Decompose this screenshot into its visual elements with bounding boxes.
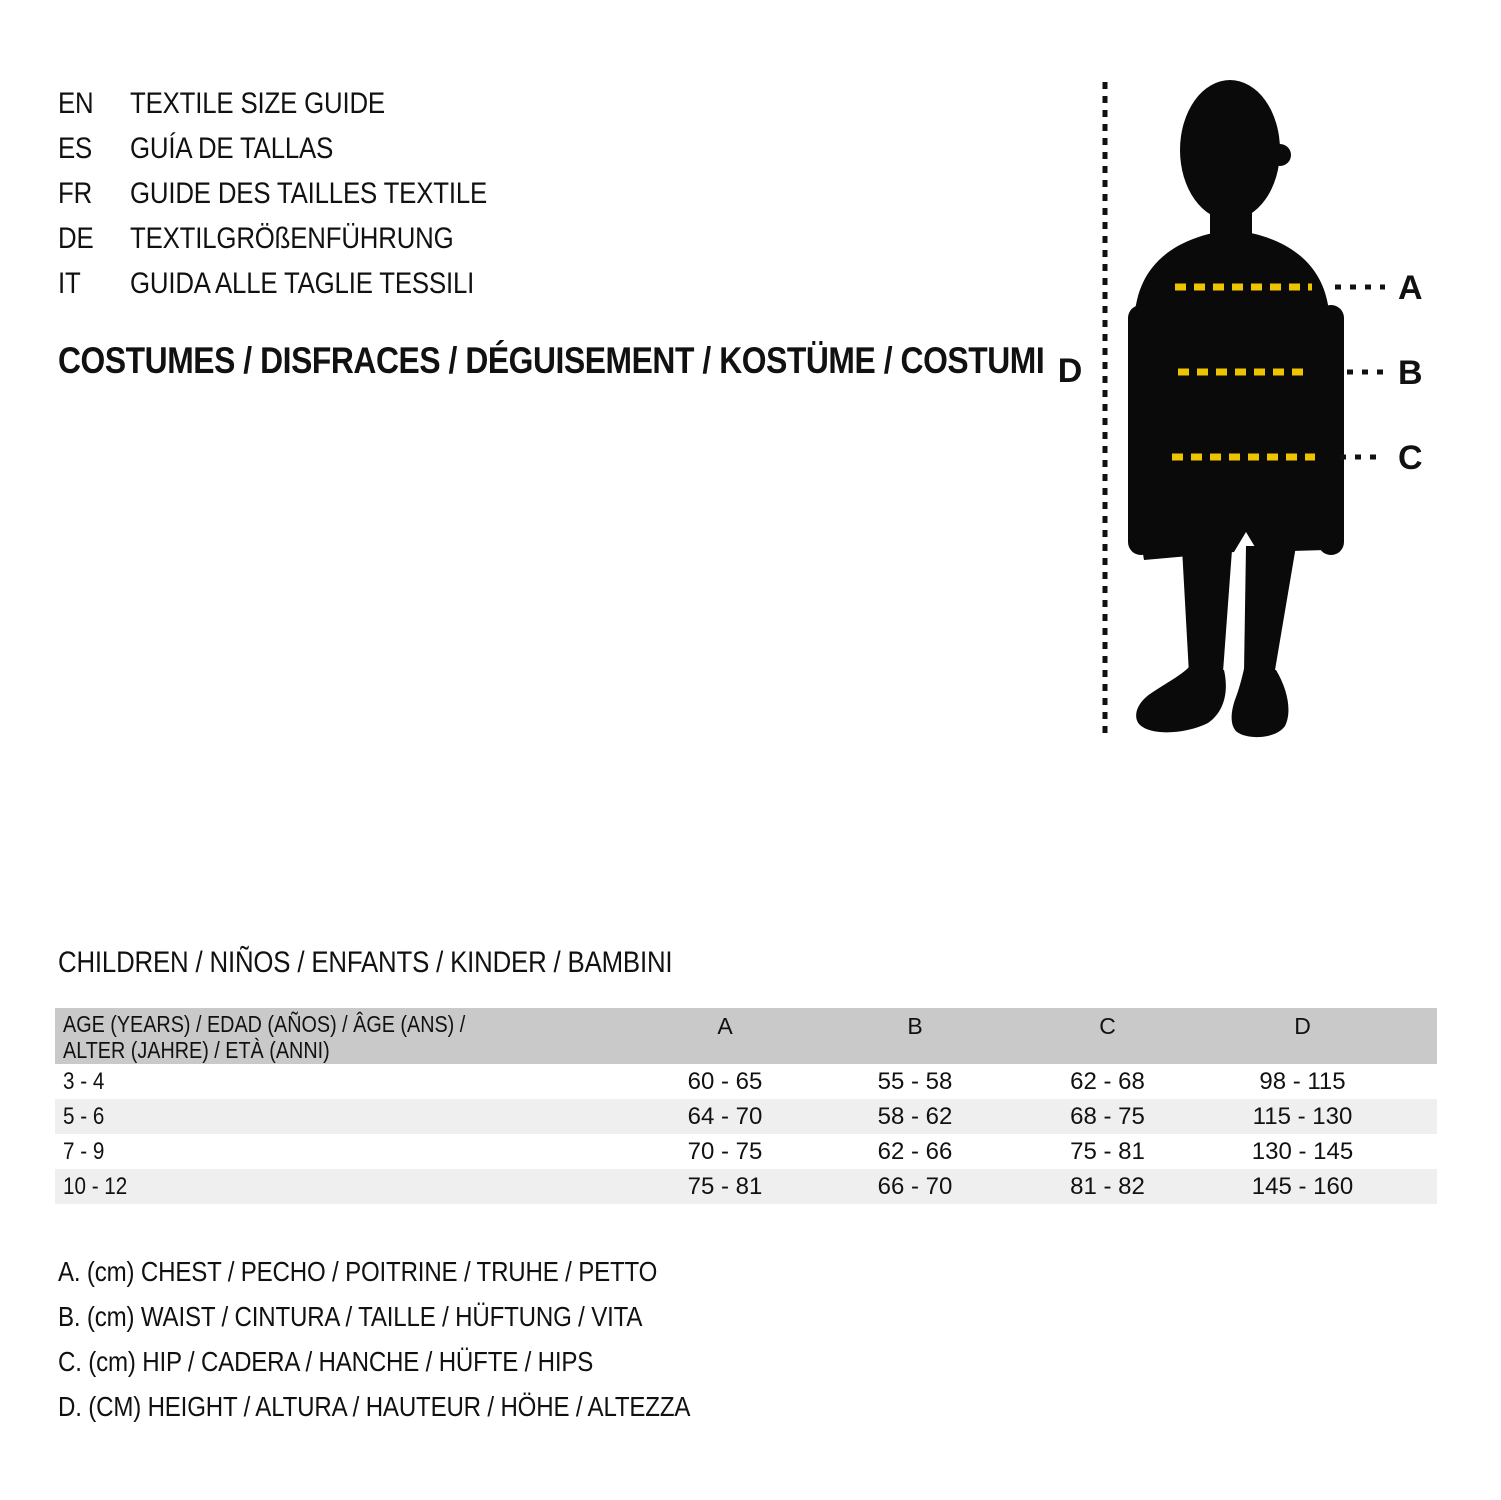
height-cell: 130 - 145 [1251, 1137, 1354, 1165]
child-silhouette-figure [1040, 60, 1460, 760]
language-row [58, 81, 545, 126]
language-row [58, 261, 545, 306]
age-cell: 3 - 4 [63, 1067, 105, 1095]
language-code: ES [58, 131, 93, 165]
age-cell: 10 - 12 [63, 1172, 128, 1200]
height-cell: 98 - 115 [1259, 1067, 1346, 1095]
language-row [58, 171, 545, 216]
language-row [58, 126, 545, 171]
hip-label: C [1398, 439, 1423, 477]
chest-cell: 64 - 70 [687, 1102, 763, 1130]
chest-cell: 75 - 81 [687, 1172, 763, 1200]
legend-item: C. (cm) HIP / CADERA / HANCHE / HÜFTE / HIPS [58, 1345, 594, 1377]
waist-cell: 55 - 58 [877, 1067, 953, 1095]
language-title: GUÍA DE TALLAS [130, 131, 334, 165]
language-title: TEXTILE SIZE GUIDE [130, 86, 385, 120]
hip-cell: 68 - 75 [1070, 1102, 1145, 1130]
language-code: DE [58, 221, 94, 255]
language-title: GUIDA ALLE TAGLIE TESSILI [130, 266, 475, 300]
language-title: GUIDE DES TAILLES TEXTILE [130, 176, 488, 210]
column-header-a: A [717, 1013, 733, 1039]
column-header-b: B [907, 1013, 923, 1039]
column-header-d: D [1294, 1013, 1311, 1039]
language-title: TEXTILGRÖßENFÜHRUNG [130, 221, 454, 255]
height-cell: 145 - 160 [1251, 1172, 1354, 1200]
language-code: EN [58, 86, 94, 120]
age-cell: 7 - 9 [63, 1137, 105, 1165]
table-row [55, 1169, 1437, 1204]
chest-cell: 60 - 65 [687, 1067, 763, 1095]
size-table [55, 1008, 1437, 1204]
child-silhouette [1128, 80, 1344, 737]
legend-item: B. (cm) WAIST / CINTURA / TAILLE / HÜFTUNG / VITA [58, 1300, 643, 1332]
hip-cell: 62 - 68 [1070, 1067, 1145, 1095]
waist-cell: 66 - 70 [877, 1172, 953, 1200]
hip-cell: 81 - 82 [1070, 1172, 1145, 1200]
height-cell: 115 - 130 [1252, 1102, 1353, 1130]
table-header-row [55, 1008, 1437, 1064]
legend-item: D. (CM) HEIGHT / ALTURA / HAUTEUR / HÖHE / ALTEZZA [58, 1390, 691, 1422]
section-title: CHILDREN / NIÑOS / ENFANTS / KINDER / BAMBINI [58, 946, 673, 979]
table-row [55, 1099, 1437, 1134]
chest-cell: 70 - 75 [687, 1137, 763, 1165]
waist-label: B [1398, 354, 1423, 392]
waist-cell: 58 - 62 [877, 1102, 953, 1130]
table-row [55, 1064, 1437, 1099]
legend-item: A. (cm) CHEST / PECHO / POITRINE / TRUHE / PETTO [58, 1255, 658, 1287]
waist-cell: 62 - 66 [877, 1137, 953, 1165]
age-cell: 5 - 6 [63, 1102, 105, 1130]
hip-cell: 75 - 81 [1070, 1137, 1145, 1165]
age-column-header: AGE (YEARS) / EDAD (AÑOS) / ÂGE (ANS) / ALTER (JAHRE) / ETÀ (ANNI) [63, 1011, 466, 1063]
category-title: COSTUMES / DISFRACES / DÉGUISEMENT / KOSTÜME / COSTUMI [58, 340, 1045, 381]
table-row [55, 1134, 1437, 1169]
language-list [58, 81, 545, 306]
column-header-c: C [1099, 1013, 1116, 1039]
height-label: D [1057, 352, 1083, 390]
language-row [58, 216, 545, 261]
measurement-legend [58, 1249, 793, 1429]
language-code: FR [58, 176, 93, 210]
chest-label: A [1398, 269, 1423, 307]
language-code: IT [58, 266, 81, 300]
